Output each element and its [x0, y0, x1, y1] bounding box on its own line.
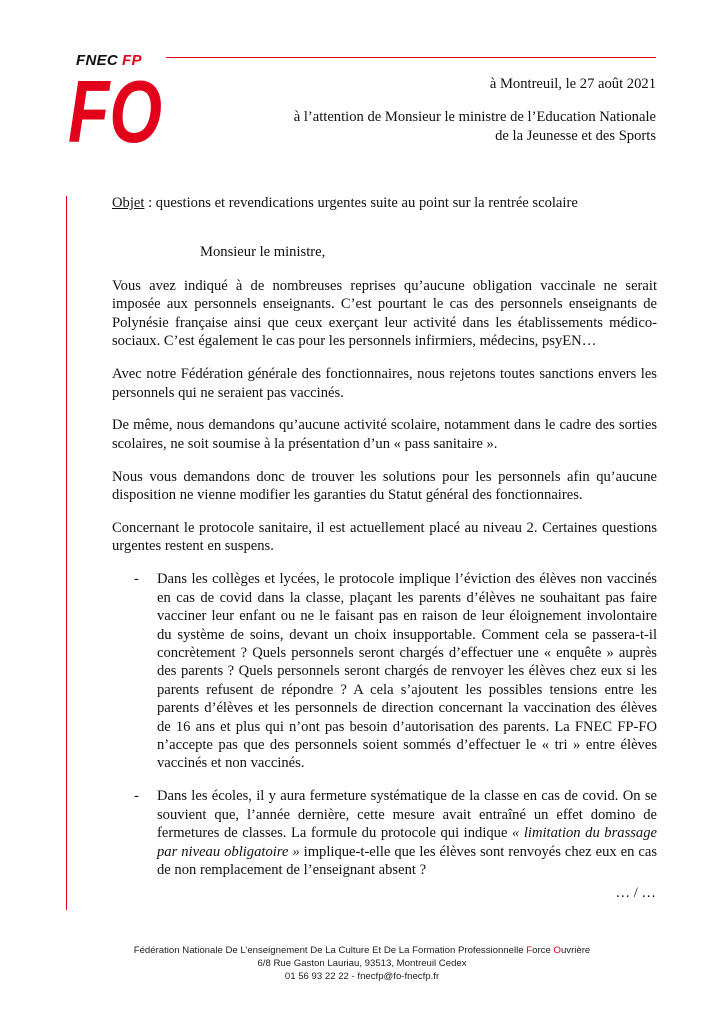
fo-logo-mark — [66, 66, 166, 148]
subject-text: : questions et revendications urgentes suite au point sur la rentrée scolaire — [144, 195, 578, 211]
bullet-dash: - — [134, 788, 139, 805]
footer-address: 6/8 Rue Gaston Lauriau, 93513, Montreuil Cedex — [257, 958, 467, 969]
salutation: Monsieur le ministre, — [200, 244, 326, 260]
footer — [0, 944, 724, 983]
paragraph: Concernant le protocole sanitaire, il est actuellement placé au niveau 2. Certaines questions urgentes restent en suspens. — [112, 520, 657, 555]
header-rule — [166, 57, 656, 58]
subject-line — [112, 195, 578, 212]
fnec-fp-fo-logo — [66, 52, 166, 148]
letter-body — [112, 277, 657, 894]
footer-federation — [0, 944, 724, 957]
logo-fo-text: FO — [68, 66, 162, 148]
addressee-block — [294, 108, 656, 146]
paragraph: Vous avez indiqué à de nombreuses reprises qu’aucune obligation vaccinale ne serait imposée aux personnels enseignants. C’est pourtant le cas des personnels enseignants de Polynésie française ainsi que ceux exerçant leur activité dans les établissements médico-sociaux. C’est également le cas pour les personnels infirmiers, médecins, psyEN… — [112, 278, 657, 350]
margin-rule — [66, 196, 67, 910]
bullet-text-end: implique-t-elle que les élèves sont renvoyés chez eux en cas de non remplacement de l’enseignant absent ? — [157, 843, 658, 878]
bullet-quote: « limitation du brassage par niveau obligatoire » — [157, 825, 657, 860]
addressee-line-2: de la Jeunesse et des Sports — [495, 128, 656, 144]
bullet-dash: - — [134, 571, 139, 588]
paragraph: Nous vous demandons donc de trouver les solutions pour les personnels afin qu’aucune disposition ne vienne modifier les garanties du Statut général des fonctionnaires. — [112, 468, 657, 504]
letter-date: à Montreuil, le 27 août 2021 — [489, 76, 656, 92]
subject-label: Objet — [112, 195, 145, 211]
list-item — [112, 787, 657, 879]
footer-text: orce — [532, 945, 554, 956]
logo-fnec-text: FNEC — [76, 52, 119, 69]
footer-text: Fédération Nationale De L’enseignement De La Culture Et De La Formation Professionnelle — [133, 945, 527, 956]
footer-red-letter: O — [553, 945, 561, 956]
bullet-text: Dans les collèges et lycées, le protocole implique l’éviction des élèves non vaccinés en cas de covid dans la classe, plaçant les parents d’élèves ne souhaitant pas faire vacciner leur enfant ou ne le faisant pas en raison de leur éloignement involontaire du système de soins, devant un choix insupportable. Comment cela se passera-t-il concrètement ? Quels personnels seront chargés d’effectuer une « enquête » auprès des parents ? Quels personnels seront chargés de renvoyer les élèves chez eux si les parents refusent de répondre ? A cela s’ajoutent les possibles tensions entre les parents d’élèves et les personnels de direction concernant la vaccination des élèves de 16 ans et plus qui n’ont pas besoin d’autorisation des parents. La FNEC FP-FO n’accepte pas que des personnels soient sommés d’effectuer le « tri » entre élèves vaccinés et non vaccinés. — [157, 571, 657, 772]
logo-fp-text: FP — [122, 52, 142, 69]
paragraph: De même, nous demandons qu’aucune activité scolaire, notamment dans le cadre des sorties scolaires, ne soit soumise à la présentation d’un « pass sanitaire ». — [112, 417, 657, 452]
list-item — [112, 570, 657, 772]
footer-text: uvrière — [560, 945, 591, 956]
continuation-mark: … / … — [615, 885, 656, 901]
bullet-list — [112, 570, 657, 879]
footer-contact: 01 56 93 22 22 - fnecfp@fo-fnecfp.fr — [284, 971, 440, 982]
bullet-text: Dans les écoles, il y aura fermeture systématique de la classe en cas de covid. On se souvient que, l’année dernière, cette mesure avait entraîné un effet domino de fermetures de classes. La formule du protocole qui indique — [157, 788, 657, 842]
addressee-line-1: à l’attention de Monsieur le ministre de l’Education Nationale — [293, 109, 656, 125]
paragraph: Avec notre Fédération générale des fonctionnaires, nous rejetons toutes sanctions envers les personnels qui ne seraient pas vaccinés. — [112, 366, 657, 401]
footer-red-letter: F — [526, 945, 533, 956]
